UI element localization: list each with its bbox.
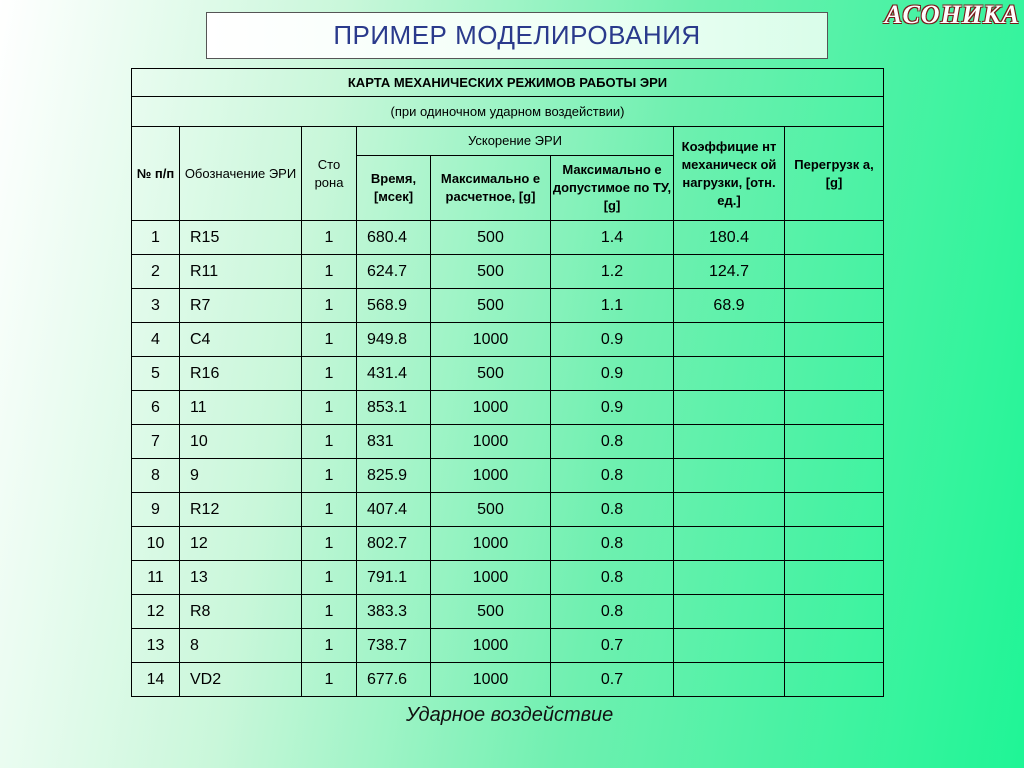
cell-side: 1 [302,629,357,663]
cell-max-calc: 1000 [431,629,551,663]
table-caption: КАРТА МЕХАНИЧЕСКИХ РЕЖИМОВ РАБОТЫ ЭРИ [132,69,884,97]
col-header-designation: Обозначение ЭРИ [180,127,302,221]
cell-time: 738.7 [357,629,431,663]
cell-max-allowed: 0.9 [551,323,674,357]
cell-num: 8 [132,459,180,493]
cell-max-calc: 1000 [431,663,551,697]
cell-coef [674,527,785,561]
cell-time: 831 [357,425,431,459]
cell-num: 5 [132,357,180,391]
cell-num: 4 [132,323,180,357]
cell-max-calc: 1000 [431,323,551,357]
cell-time: 431.4 [357,357,431,391]
cell-max-allowed: 1.4 [551,221,674,255]
slide-title-box [206,12,828,59]
cell-designation: 10 [180,425,302,459]
cell-designation: 13 [180,561,302,595]
cell-side: 1 [302,391,357,425]
cell-num: 3 [132,289,180,323]
cell-coef [674,629,785,663]
cell-num: 7 [132,425,180,459]
table-row [132,595,884,629]
cell-time: 568.9 [357,289,431,323]
logo-text: АСОНИКА [884,0,1020,29]
cell-designation: 8 [180,629,302,663]
cell-num: 9 [132,493,180,527]
cell-max-calc: 500 [431,595,551,629]
cell-max-allowed: 1.2 [551,255,674,289]
cell-side: 1 [302,255,357,289]
cell-max-calc: 1000 [431,561,551,595]
col-header-overload: Перегрузк а, [g] [785,127,884,221]
cell-num: 2 [132,255,180,289]
cell-max-allowed: 0.8 [551,527,674,561]
cell-time: 677.6 [357,663,431,697]
cell-num: 14 [132,663,180,697]
cell-overload [785,595,884,629]
cell-num: 11 [132,561,180,595]
cell-overload [785,493,884,527]
table-subcaption-row [132,97,884,127]
cell-time: 383.3 [357,595,431,629]
cell-num: 12 [132,595,180,629]
cell-coef [674,357,785,391]
cell-max-calc: 500 [431,357,551,391]
cell-max-allowed: 0.7 [551,629,674,663]
cell-overload [785,289,884,323]
cell-coef [674,493,785,527]
slide-title: ПРИМЕР МОДЕЛИРОВАНИЯ [333,20,701,50]
table-row [132,289,884,323]
cell-time: 791.1 [357,561,431,595]
cell-designation: R8 [180,595,302,629]
cell-side: 1 [302,527,357,561]
table-row [132,221,884,255]
cell-max-allowed: 0.7 [551,663,674,697]
table-caption-row [132,69,884,97]
cell-max-allowed: 0.8 [551,425,674,459]
cell-designation: 12 [180,527,302,561]
cell-max-calc: 500 [431,255,551,289]
cell-overload [785,629,884,663]
table-row [132,323,884,357]
cell-designation: R15 [180,221,302,255]
cell-overload [785,323,884,357]
cell-max-calc: 1000 [431,527,551,561]
cell-max-allowed: 0.8 [551,493,674,527]
cell-overload [785,425,884,459]
cell-side: 1 [302,459,357,493]
cell-max-calc: 1000 [431,459,551,493]
col-header-side: Сто рона [302,127,357,221]
cell-coef [674,425,785,459]
table-row [132,561,884,595]
cell-designation: R11 [180,255,302,289]
table-row [132,255,884,289]
cell-time: 624.7 [357,255,431,289]
cell-overload [785,357,884,391]
cell-side: 1 [302,663,357,697]
cell-overload [785,221,884,255]
cell-time: 802.7 [357,527,431,561]
figure-caption: Ударное воздействие [406,704,614,726]
cell-overload [785,663,884,697]
cell-max-calc: 500 [431,289,551,323]
table-row [132,391,884,425]
cell-overload [785,561,884,595]
col-header-max-calc: Максимально е расчетное, [g] [431,156,551,221]
cell-max-calc: 1000 [431,391,551,425]
cell-max-allowed: 0.8 [551,595,674,629]
cell-num: 13 [132,629,180,663]
cell-coef [674,663,785,697]
mechanical-modes-table [131,68,884,697]
cell-side: 1 [302,425,357,459]
cell-coef: 68.9 [674,289,785,323]
cell-coef [674,391,785,425]
cell-overload [785,255,884,289]
cell-max-allowed: 0.9 [551,357,674,391]
col-header-max-allowed: Максимально е допустимое по ТУ, [g] [551,156,674,221]
cell-designation: 9 [180,459,302,493]
cell-coef: 124.7 [674,255,785,289]
cell-time: 680.4 [357,221,431,255]
table-row [132,493,884,527]
cell-max-calc: 500 [431,493,551,527]
cell-side: 1 [302,289,357,323]
table-row [132,527,884,561]
cell-designation: R7 [180,289,302,323]
cell-side: 1 [302,595,357,629]
cell-max-allowed: 0.8 [551,561,674,595]
cell-designation: C4 [180,323,302,357]
cell-num: 10 [132,527,180,561]
cell-time: 407.4 [357,493,431,527]
table-row [132,459,884,493]
table-row [132,663,884,697]
cell-overload [785,527,884,561]
cell-time: 853.1 [357,391,431,425]
cell-max-allowed: 0.8 [551,459,674,493]
table-row [132,357,884,391]
cell-overload [785,391,884,425]
header-row-1 [132,127,884,156]
table-row [132,629,884,663]
col-header-time: Время, [мсек] [357,156,431,221]
cell-num: 6 [132,391,180,425]
cell-max-calc: 1000 [431,425,551,459]
cell-coef: 180.4 [674,221,785,255]
col-header-num: № п/п [132,127,180,221]
cell-side: 1 [302,221,357,255]
cell-designation: VD2 [180,663,302,697]
cell-designation: R12 [180,493,302,527]
cell-num: 1 [132,221,180,255]
cell-time: 825.9 [357,459,431,493]
cell-max-calc: 500 [431,221,551,255]
cell-designation: 11 [180,391,302,425]
table-subcaption: (при одиночном ударном воздействии) [132,97,884,127]
table-row [132,425,884,459]
cell-side: 1 [302,493,357,527]
cell-side: 1 [302,357,357,391]
col-header-coef: Коэффицие нт механическ ой нагрузки, [отн. ед.] [674,127,785,221]
cell-max-allowed: 0.9 [551,391,674,425]
cell-coef [674,459,785,493]
cell-max-allowed: 1.1 [551,289,674,323]
col-header-acceleration: Ускорение ЭРИ [357,127,674,156]
cell-designation: R16 [180,357,302,391]
cell-side: 1 [302,323,357,357]
cell-overload [785,459,884,493]
cell-side: 1 [302,561,357,595]
cell-time: 949.8 [357,323,431,357]
cell-coef [674,323,785,357]
cell-coef [674,561,785,595]
cell-coef [674,595,785,629]
